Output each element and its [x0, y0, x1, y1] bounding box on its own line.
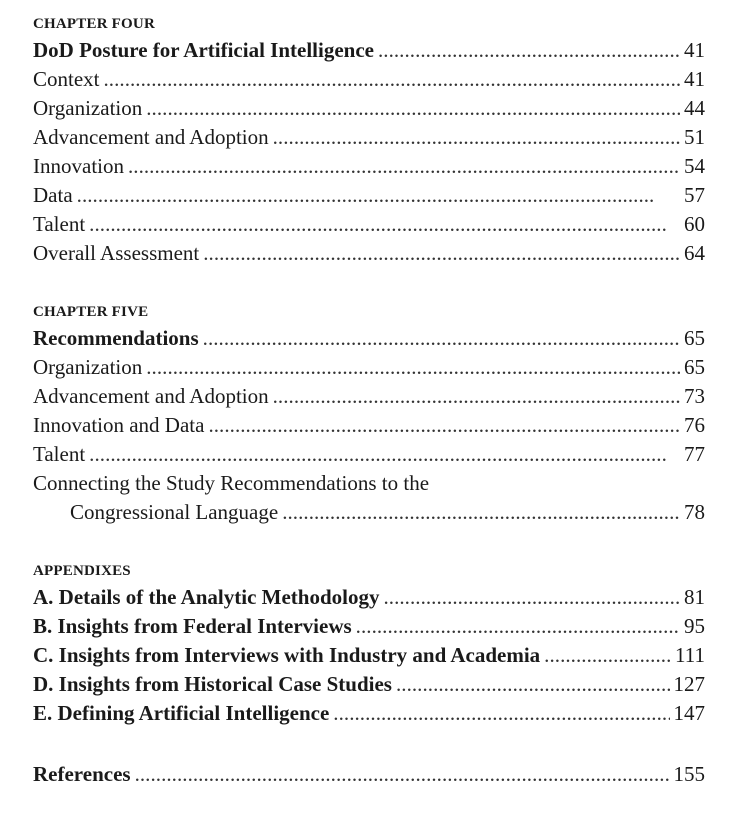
toc-entry-title: DoD Posture for Artificial Intelligence [33, 38, 374, 62]
toc-entry-title: Talent [33, 212, 86, 236]
toc-entry-connecting-line2[interactable] [33, 498, 705, 527]
toc-entry-page: 60 [684, 212, 705, 236]
dot-leader [135, 760, 670, 789]
toc-entry-page: 81 [684, 585, 705, 609]
toc-entry-page: 54 [684, 154, 705, 178]
toc-entry-page: 44 [684, 96, 705, 120]
toc-entry-page: 57 [684, 183, 705, 207]
toc-entry-page: 95 [684, 614, 705, 638]
chapter-four-label: CHAPTER FOUR [33, 16, 155, 32]
section-spacer [33, 268, 705, 300]
toc-entry-title: C. Insights from Interviews with Industry and Academia [33, 643, 541, 667]
toc-entry-innovation-data-rec[interactable] [33, 411, 705, 440]
toc-entry-appendix-e[interactable] [33, 699, 705, 728]
toc-entry-title: Connecting the Study Recommendations to the [33, 471, 430, 495]
toc-entry-appendix-c[interactable] [33, 641, 705, 670]
dot-leader [208, 411, 680, 440]
toc-entry-title: Advancement and Adoption [33, 384, 269, 408]
toc-entry-references[interactable] [33, 760, 705, 789]
toc-entry-appendix-d[interactable] [33, 670, 705, 699]
dot-leader [146, 353, 680, 382]
toc-entry-page: 155 [673, 762, 705, 786]
dot-leader [273, 123, 680, 152]
toc-entry-dod-posture[interactable] [33, 36, 705, 65]
toc-entry-title: E. Defining Artificial Intelligence [33, 701, 330, 725]
toc-entry-page: 41 [684, 67, 705, 91]
toc-entry-title: Advancement and Adoption [33, 125, 269, 149]
dot-leader [544, 641, 671, 670]
toc-entry-page: 77 [684, 442, 705, 466]
toc-entry-recommendations[interactable] [33, 324, 705, 353]
toc-entry-page: 111 [675, 643, 705, 667]
toc-entry-page: 64 [684, 241, 705, 265]
dot-leader [89, 210, 680, 239]
toc-entry-title: Overall Assessment [33, 241, 200, 265]
toc-entry-page: 51 [684, 125, 705, 149]
table-of-contents [33, 12, 705, 789]
toc-entry-appendix-b[interactable] [33, 612, 705, 641]
toc-entry-title: Innovation and Data [33, 413, 205, 437]
toc-entry-page: 76 [684, 413, 705, 437]
toc-entry-page: 41 [684, 38, 705, 62]
toc-entry-title: Organization [33, 96, 143, 120]
toc-entry-page: 65 [684, 355, 705, 379]
dot-leader [89, 440, 680, 469]
appendixes-label: APPENDIXES [33, 563, 131, 579]
toc-entry-context[interactable] [33, 65, 705, 94]
toc-entry-title: Congressional Language [70, 500, 279, 524]
toc-entry-innovation[interactable] [33, 152, 705, 181]
toc-entry-title: B. Insights from Federal Interviews [33, 614, 352, 638]
toc-entry-advancement-rec[interactable] [33, 382, 705, 411]
toc-entry-organization[interactable] [33, 94, 705, 123]
dot-leader [104, 65, 681, 94]
toc-entry-advancement[interactable] [33, 123, 705, 152]
dot-leader [333, 699, 669, 728]
dot-leader [356, 612, 680, 641]
toc-entry-page: 65 [684, 326, 705, 350]
section-spacer [33, 527, 705, 559]
toc-entry-page: 127 [673, 672, 705, 696]
dot-leader [203, 324, 680, 353]
chapter-four-section [33, 12, 705, 268]
chapter-five-label: CHAPTER FIVE [33, 304, 149, 320]
dot-leader [273, 382, 680, 411]
dot-leader [282, 498, 680, 527]
dot-leader [383, 583, 680, 612]
dot-leader [128, 152, 680, 181]
toc-entry-page: 147 [673, 701, 705, 725]
toc-entry-title: Innovation [33, 154, 124, 178]
toc-entry-title: References [33, 762, 131, 786]
toc-entry-title: Organization [33, 355, 143, 379]
toc-entry-talent[interactable] [33, 210, 705, 239]
toc-entry-page: 78 [684, 500, 705, 524]
toc-entry-data[interactable] [33, 181, 705, 210]
toc-entry-page: 73 [684, 384, 705, 408]
chapter-five-section [33, 300, 705, 527]
appendixes-section [33, 559, 705, 728]
toc-entry-title: Talent [33, 442, 86, 466]
toc-entry-connecting-line1[interactable] [33, 469, 705, 498]
dot-leader [77, 181, 680, 210]
toc-entry-title: A. Details of the Analytic Methodology [33, 585, 380, 609]
toc-entry-appendix-a[interactable] [33, 583, 705, 612]
toc-entry-title: Context [33, 67, 100, 91]
toc-entry-title: Recommendations [33, 326, 199, 350]
toc-entry-title: Data [33, 183, 73, 207]
toc-entry-organization-rec[interactable] [33, 353, 705, 382]
toc-entry-talent-rec[interactable] [33, 440, 705, 469]
dot-leader [146, 94, 680, 123]
toc-entry-title: D. Insights from Historical Case Studies [33, 672, 392, 696]
toc-entry-overall-assessment[interactable] [33, 239, 705, 268]
dot-leader [396, 670, 670, 699]
dot-leader [378, 36, 680, 65]
dot-leader [203, 239, 680, 268]
section-spacer [33, 728, 705, 760]
